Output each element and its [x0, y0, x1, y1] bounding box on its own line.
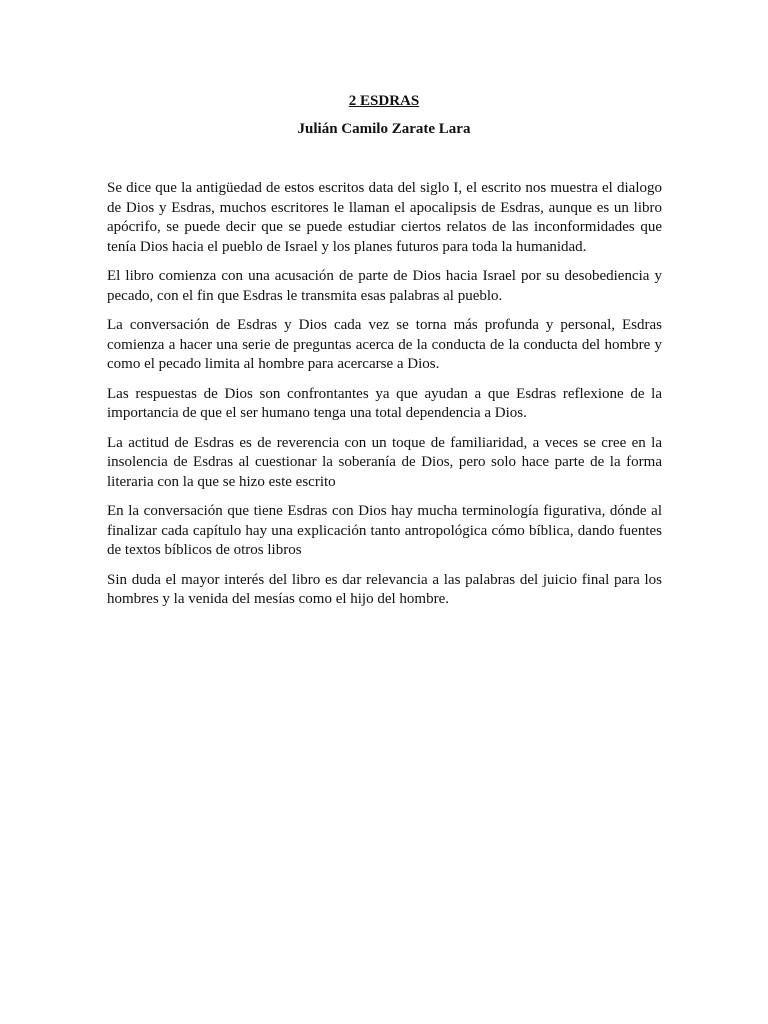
paragraph-accusation: El libro comienza con una acusación de parte de Dios hacia Israel por su desobediencia y pecado, con el fin que Esdras le transmita esas palabras al pueblo.: [107, 268, 662, 304]
paragraph-attitude: La actitud de Esdras es de reverencia con un toque de familiaridad, a veces se cree en la insolencia de Esdras al cuestionar la soberanía de Dios, pero solo hace parte de la forma literaria con la que se hizo este escrito: [107, 434, 662, 490]
paragraph-intro: Se dice que la antigüedad de estos escritos data del siglo I, el escrito nos muestra el dialogo de Dios y Esdras, muchos escritores le llaman el apocalipsis de Esdras, aunque es un libro apócrifo, se puede decir que se puede estudiar ciertos relatos de las inconformidades que tenía Dios hacia el pueblo de Israel y los planes futuros para toda la humanidad.: [107, 180, 662, 255]
paragraph-conclusion: Sin duda el mayor interés del libro es dar relevancia a las palabras del juicio final para los hombres y la venida del mesías como el hijo del hombre.: [107, 571, 662, 607]
document-title: 2 ESDRAS: [348, 93, 420, 109]
paragraph-conversation: La conversación de Esdras y Dios cada vez se torna más profunda y personal, Esdras comienza a hacer una serie de preguntas acerca de la conducta de la conducta del hombre y como el pecado limita al hombre para acercarse a Dios.: [107, 317, 662, 372]
document-author: Julián Camilo Zarate Lara: [297, 121, 471, 137]
document-body: [107, 179, 662, 620]
paragraph-answers: Las respuestas de Dios son confrontantes ya que ayudan a que Esdras reflexione de la importancia de que el ser humano tenga una total dependencia a Dios.: [107, 385, 662, 421]
paragraph-terminology: En la conversación que tiene Esdras con Dios hay mucha terminología figurativa, dónde al finalizar cada capítulo hay una explicación tanto antropológica cómo bíblica, dando fuentes de textos bíblicos de otros libros: [107, 503, 662, 558]
